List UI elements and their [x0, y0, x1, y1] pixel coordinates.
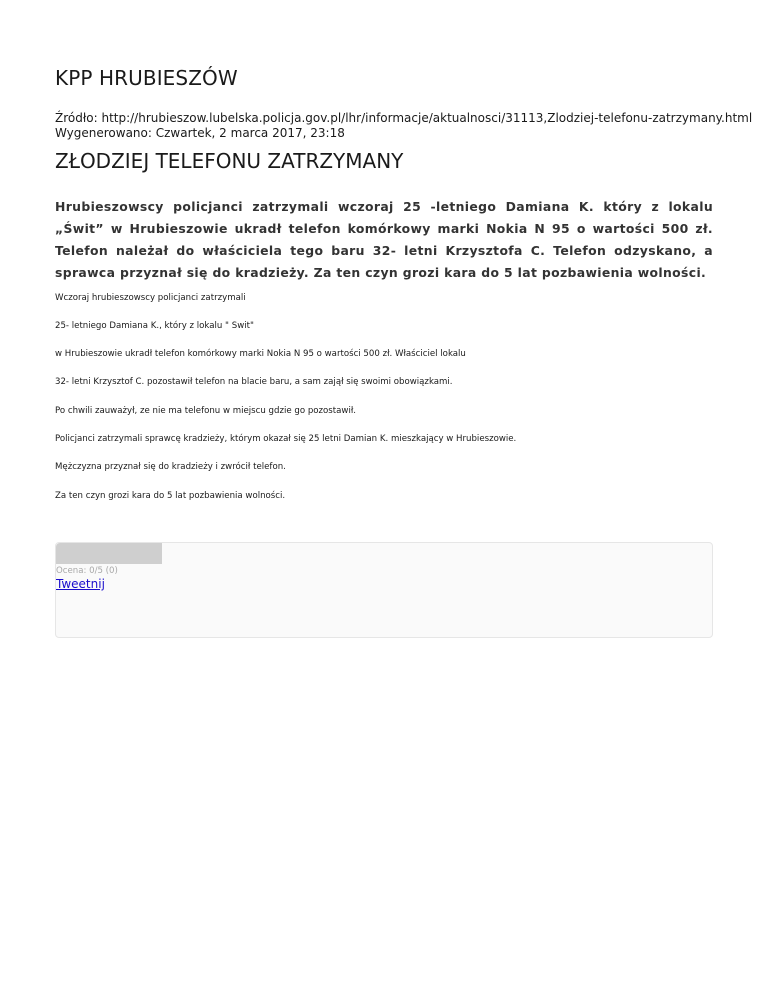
rating-stars-bar[interactable] [56, 543, 162, 564]
article-paragraph: Mężczyzna przyznał się do kradzieży i zwrócił telefon. [55, 462, 286, 472]
source-line: Źródło: http://hrubieszow.lubelska.policja.gov.pl/lhr/informacje/aktualnosci/31113,Zlodziej-telefonu-zatrzymany.html [55, 111, 753, 125]
document-meta [55, 111, 752, 141]
article-paragraph: 25- letniego Damiana K., który z lokalu " Swit" [55, 321, 254, 331]
article-paragraph: Za ten czyn grozi kara do 5 lat pozbawienia wolności. [55, 491, 286, 501]
tweet-link[interactable]: Tweetnij [56, 577, 105, 591]
rating-box [55, 542, 713, 638]
article-paragraph: Wczoraj hrubieszowscy policjanci zatrzymali [55, 293, 246, 303]
article-title: ZŁODZIEJ TELEFONU ZATRZYMANY [55, 149, 404, 173]
site-title: KPP HRUBIESZÓW [55, 66, 238, 90]
article-paragraph: Policjanci zatrzymali sprawcę kradzieży, którym okazał się 25 letni Damian K. mieszkający w Hrubieszowie. [55, 434, 517, 444]
rating-score: Ocena: 0/5 (0) [56, 566, 118, 576]
article-paragraph: 32- letni Krzysztof C. pozostawił telefon na blacie baru, a sam zajął się swoimi obowiązkami. [55, 377, 453, 387]
article-paragraph: w Hrubieszowie ukradł telefon komórkowy marki Nokia N 95 o wartości 500 zł. Właściciel lokalu [55, 349, 466, 359]
article-paragraph: Po chwili zauważył, ze nie ma telefonu w miejscu gdzie go pozostawił. [55, 406, 357, 416]
generated-line: Wygenerowano: Czwartek, 2 marca 2017, 23:18 [55, 126, 345, 140]
article-lead: Hrubieszowscy policjanci zatrzymali wczoraj 25 -letniego Damiana K. który z lokalu „Świt” w Hrubieszowie ukradł telefon komórkowy marki Nokia N 95 o wartości 500 zł. Telefon należał do właściciela tego baru 32- letni Krzysztofa C. Telefon odzyskano, a sprawca przyznał się do kradzieży. Za ten czyn grozi kara do 5 lat pozbawienia wolności. [55, 199, 713, 280]
